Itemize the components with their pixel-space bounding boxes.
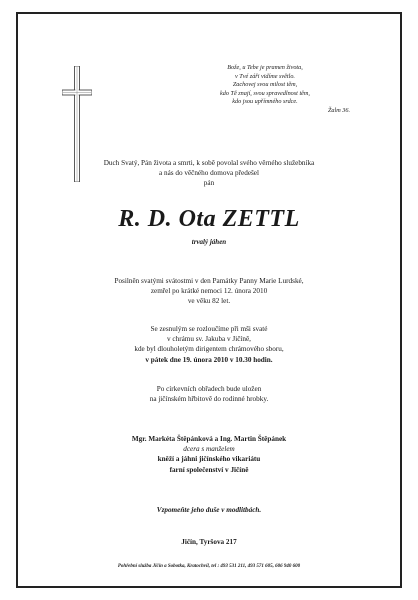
remember-line: Vzpomeňte jeho duše v modlitbách. [156,506,262,514]
burial-line: na jičínském hřbitově do rodinné hrobky. [149,395,269,404]
intro-line: a nás do věčného domova předešel [159,169,259,178]
address-line: Jičín, Tyršova 217 [181,538,237,546]
mourner-relation: dcera s manželem [183,445,235,454]
intro-text [32,158,386,189]
funeral-line: Se zesnulým se rozloučíme při mši svaté [150,325,268,333]
death-line: ve věku 82 let. [187,297,231,306]
funeral-datetime: v pátek dne 19. února 2010 v 10.30 hodin. [145,355,273,364]
death-line: Posilněn svatými svátostmi v den Památky Panny Marie Lurdské, [114,277,304,285]
verse-line: v Tvé záři vidíme světlo. [235,72,295,80]
verse-line: kdo Tě znají, svou spravedlnost těm, [220,89,310,97]
intro-line: Duch Svatý, Pán života a smrti, k sobě povolal svého věrného služebníka [103,159,315,167]
funeral-line: kde byl dlouholetým dirigentem chrámového sboru, [134,345,284,354]
verse-line: kdo jsou upřímného srdce. [232,98,298,106]
intro-line: pán [203,179,215,188]
death-notice [32,276,386,307]
remember-text [32,505,386,515]
death-line: zemřel po krátké nemoci 12. února 2010 [150,287,268,296]
mourner-parish: farní společenství v Jičíně [169,465,249,474]
deceased-name: R. D. Ota ZETTL [118,206,300,232]
funeral-line: v chrámu sv. Jakuba v Jičíně, [167,335,251,344]
mourner-names: Mgr. Markéta Štěpánková a Ing. Martin Štěpánek [131,435,287,443]
mourner-clergy: kněží a jáhni jičínského vikariátu [157,455,261,464]
address-block [32,537,386,547]
verse-line: Bože, u Tebe je pramen života, [227,64,303,71]
deceased-title: trvalý jáhen [191,238,227,246]
burial-info [32,384,386,404]
verse-reference: Žalm 36. [327,106,350,114]
verse-line: Zachovej svou milost těm, [232,81,298,89]
mourners [32,434,386,475]
funeral-service-footer: Pohřební služba Jičín a Sobotka, Kratochvíl, tel : 493 531 211, 493 571 605, 606 940 600 [117,564,301,569]
psalm-verse [180,64,350,116]
burial-line: Po církevních obřadech bude uložen [156,385,262,393]
funeral-info [32,324,386,365]
